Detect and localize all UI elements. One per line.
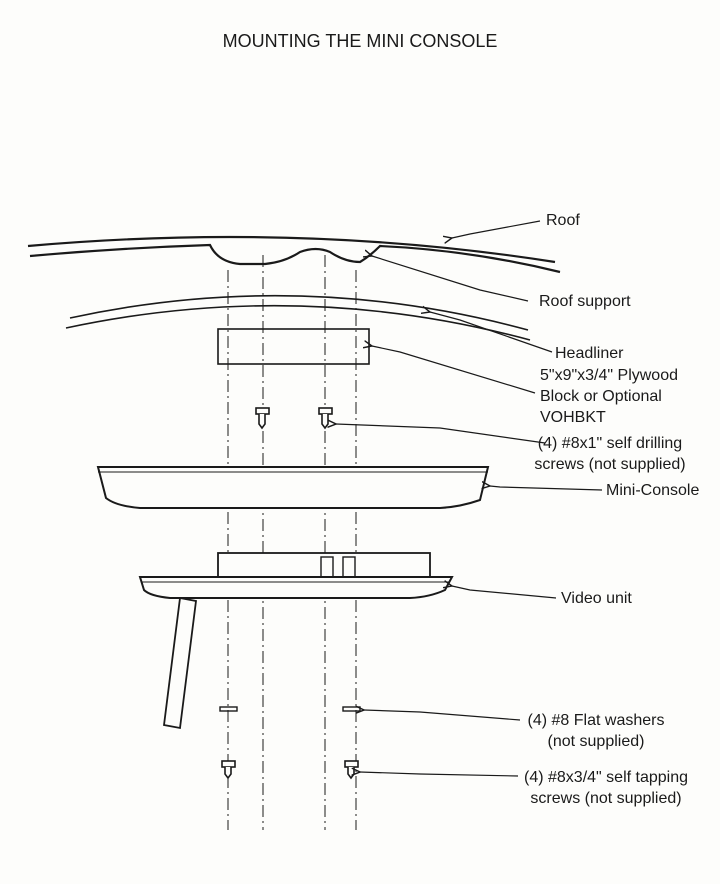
- video-unit-body: [140, 553, 452, 728]
- self-tapping-screws: [222, 761, 358, 778]
- self-drilling-screws: [256, 408, 332, 428]
- mini-console-body: [98, 467, 488, 508]
- label-mini-console: Mini-Console: [606, 482, 700, 499]
- label-plywood-line1: 5"x9"x3/4" Plywood: [540, 367, 678, 384]
- label-drill-screws-line2: screws (not supplied): [534, 456, 686, 473]
- label-plywood-line2: Block or Optional: [540, 388, 662, 405]
- plywood-block: [218, 329, 369, 364]
- page-title: MOUNTING THE MINI CONSOLE: [222, 31, 498, 51]
- flat-washers: [220, 707, 360, 711]
- headliner-panel: [66, 296, 530, 340]
- label-washers-line1: (4) #8 Flat washers: [527, 712, 665, 729]
- label-roof-support: Roof support: [539, 293, 631, 310]
- label-tap-screws-line2: screws (not supplied): [530, 790, 682, 807]
- label-drill-screws-line1: (4) #8x1" self drilling: [537, 435, 683, 452]
- label-video-unit: Video unit: [561, 590, 632, 607]
- label-tap-screws-line1: (4) #8x3/4" self tapping: [524, 769, 688, 786]
- label-headliner: Headliner: [555, 345, 624, 362]
- label-washers-line2: (not supplied): [547, 733, 645, 750]
- label-roof: Roof: [546, 212, 580, 229]
- label-plywood-line3: VOHBKT: [540, 409, 606, 426]
- roof-panel: [28, 237, 560, 272]
- alignment-centerlines: [228, 255, 356, 830]
